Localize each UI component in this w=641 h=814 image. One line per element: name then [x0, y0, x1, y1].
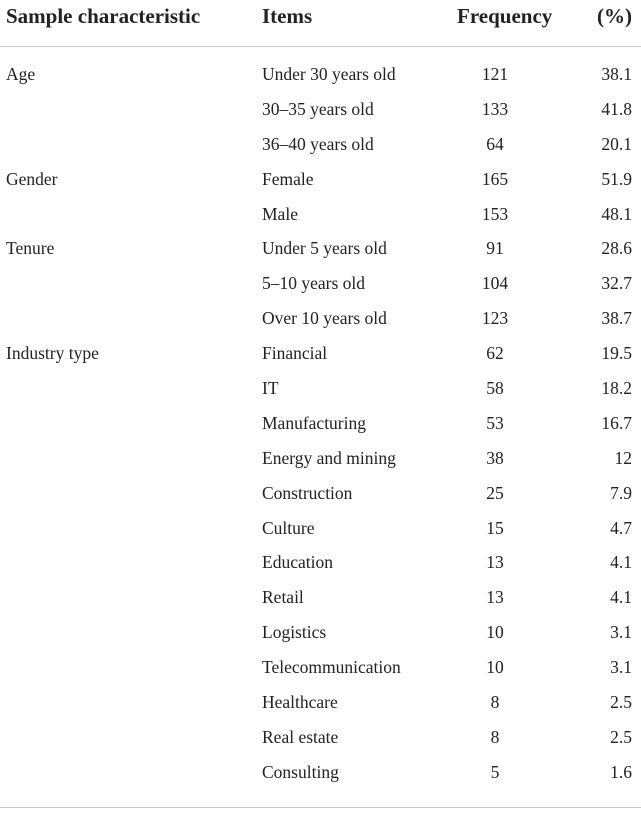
item-cell: Under 30 years old	[262, 64, 396, 84]
table-row	[0, 513, 641, 548]
frequency-cell: 165	[481, 168, 509, 189]
percent-cell: 12	[614, 447, 632, 468]
table-row	[0, 617, 641, 652]
characteristic-cell: Gender	[6, 168, 58, 189]
percent-cell: 18.2	[601, 378, 632, 399]
table-row	[0, 722, 641, 757]
table-row	[0, 233, 641, 268]
table-row	[0, 59, 641, 94]
percent-cell: 3.1	[610, 622, 632, 643]
frequency-cell: 8	[490, 726, 500, 747]
table-bottom-rule	[0, 807, 641, 808]
item-cell: 36–40 years old	[262, 133, 374, 154]
table-row	[0, 582, 641, 617]
frequency-cell: 64	[486, 133, 504, 154]
item-cell: Energy and mining	[262, 447, 396, 468]
item-cell: Manufacturing	[262, 412, 366, 433]
item-cell: Male	[262, 203, 298, 224]
table-header-row	[0, 0, 641, 46]
table-row	[0, 303, 641, 338]
percent-cell: 38.1	[601, 64, 632, 84]
table-row	[0, 547, 641, 582]
frequency-cell: 104	[481, 273, 509, 294]
table-row	[0, 652, 641, 687]
table-row	[0, 199, 641, 234]
frequency-cell: 153	[481, 203, 509, 224]
table-row	[0, 338, 641, 373]
frequency-cell: 121	[481, 64, 509, 84]
item-cell: Retail	[262, 587, 304, 608]
item-cell: Financial	[262, 343, 328, 364]
percent-cell: 28.6	[601, 238, 632, 259]
percent-cell: 7.9	[610, 482, 632, 503]
table-row	[0, 687, 641, 722]
item-cell: Education	[262, 552, 333, 573]
frequency-cell: 133	[481, 98, 509, 119]
header-sample-characteristic: Sample characteristic	[6, 4, 201, 28]
item-cell: Logistics	[262, 622, 327, 643]
characteristic-cell: Age	[6, 64, 36, 84]
item-cell: Under 5 years old	[262, 238, 387, 259]
frequency-cell: 25	[486, 482, 504, 503]
percent-cell: 4.1	[610, 552, 632, 573]
item-cell: Culture	[262, 517, 315, 538]
table-body	[0, 59, 641, 792]
header-items: Items	[262, 4, 313, 28]
header-frequency: Frequency	[457, 4, 553, 28]
percent-cell: 4.1	[610, 587, 632, 608]
item-cell: Consulting	[262, 761, 339, 782]
header-percent: (%)	[597, 4, 632, 28]
item-cell: 5–10 years old	[262, 273, 366, 294]
table-row	[0, 478, 641, 513]
frequency-cell: 53	[486, 412, 504, 433]
frequency-cell: 38	[486, 447, 504, 468]
percent-cell: 32.7	[601, 273, 632, 294]
item-cell: Over 10 years old	[262, 308, 387, 329]
frequency-cell: 58	[486, 378, 504, 399]
percent-cell: 20.1	[601, 133, 632, 154]
table-row	[0, 129, 641, 164]
percent-cell: 16.7	[601, 412, 632, 433]
percent-cell: 2.5	[610, 726, 632, 747]
header-divider	[0, 46, 641, 47]
table-row	[0, 408, 641, 443]
frequency-cell: 13	[486, 587, 504, 608]
table-row	[0, 757, 641, 792]
percent-cell: 48.1	[601, 203, 632, 224]
item-cell: Telecommunication	[262, 657, 401, 678]
table-row	[0, 164, 641, 199]
percent-cell: 3.1	[610, 657, 632, 678]
item-cell: IT	[262, 378, 279, 399]
percent-cell: 19.5	[601, 343, 632, 364]
frequency-cell: 8	[490, 692, 500, 713]
frequency-cell: 10	[486, 622, 504, 643]
frequency-cell: 13	[486, 552, 504, 573]
percent-cell: 38.7	[601, 308, 632, 329]
item-cell: Healthcare	[262, 692, 338, 713]
percent-cell: 2.5	[610, 692, 632, 713]
percent-cell: 1.6	[610, 761, 632, 782]
percent-cell: 51.9	[601, 168, 632, 189]
frequency-cell: 123	[481, 308, 509, 329]
table-row	[0, 268, 641, 303]
item-cell: Real estate	[262, 726, 339, 747]
item-cell: Construction	[262, 482, 353, 503]
percent-cell: 4.7	[610, 517, 632, 538]
frequency-cell: 15	[486, 517, 504, 538]
frequency-cell: 62	[486, 343, 504, 364]
item-cell: Female	[262, 168, 314, 189]
characteristic-cell: Industry type	[6, 343, 99, 364]
frequency-cell: 5	[490, 761, 500, 782]
table-row	[0, 373, 641, 408]
table-row	[0, 94, 641, 129]
characteristic-cell: Tenure	[6, 238, 55, 259]
frequency-cell: 91	[486, 238, 504, 259]
table-row	[0, 443, 641, 478]
frequency-cell: 10	[486, 657, 504, 678]
percent-cell: 41.8	[601, 98, 632, 119]
item-cell: 30–35 years old	[262, 98, 374, 119]
